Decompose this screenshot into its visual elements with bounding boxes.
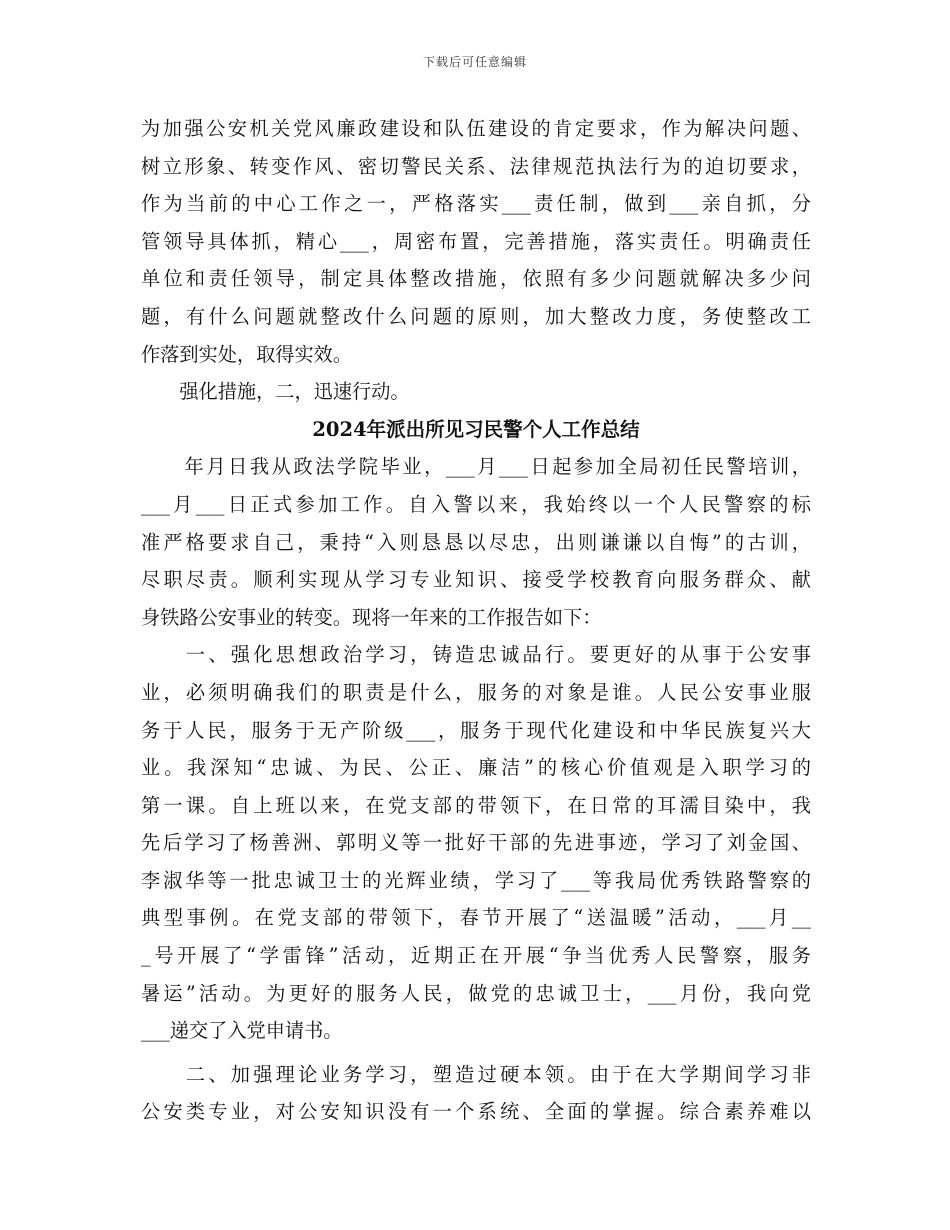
text-line: 年月日我从政法学院毕业，___月___日起参加全局初任民警培训， bbox=[141, 455, 811, 479]
text-line: 尽职尽责。顺利实现从学习专业知识、接受学校教育向服务群众、献 bbox=[141, 568, 811, 592]
text-line: 第一课。自上班以来，在党支部的带领下，在日常的耳濡目染中，我 bbox=[141, 793, 811, 817]
document-body bbox=[141, 110, 811, 1131]
text-line: 务于人民，服务于无产阶级___，服务于现代化建设和中华民族复兴大 bbox=[141, 718, 811, 742]
text-line: 准严格要求自己，秉持“入则恳恳以尽忠，出则谦谦以自悔”的古训， bbox=[141, 530, 811, 554]
page-header: 下载后可任意编辑 bbox=[422, 55, 527, 69]
text-line: _号开展了“学雷锋”活动，近期正在开展“争当优秀人民警察，服务 bbox=[141, 944, 811, 968]
text-line: 作落到实处，取得实效。 bbox=[141, 342, 353, 366]
text-line: 题，有什么问题就整改什么问题的原则，加大整改力度，务使整改工 bbox=[141, 304, 811, 328]
text-line: 管领导具体抓，精心___，周密布置，完善措施，落实责任。明确责任 bbox=[141, 229, 811, 253]
text-line: 二、加强理论业务学习，塑造过硬本领。由于在大学期间学习非 bbox=[141, 1062, 811, 1086]
text-line: 一、强化思想政治学习，铸造忠诚品行。要更好的从事于公安事 bbox=[141, 643, 811, 667]
section-title: 2024年派出所见习民警个人工作总结 bbox=[312, 417, 640, 441]
text-line: 业。我深知“忠诚、为民、公正、廉洁”的核心价值观是入职学习的 bbox=[141, 756, 811, 780]
text-line: 李淑华等一批忠诚卫士的光辉业绩，学习了___等我局优秀铁路警察的 bbox=[141, 868, 811, 892]
text-line: 树立形象、转变作风、密切警民关系、法律规范执法行为的迫切要求， bbox=[141, 154, 811, 178]
text-line: 典型事例。在党支部的带领下，春节开展了“送温暖”活动，___月__ bbox=[141, 906, 811, 930]
text-line: 作为当前的中心工作之一，严格落实___责任制，做到___亲自抓，分 bbox=[141, 192, 811, 216]
text-line: 公安类专业，对公安知识没有一个系统、全面的掌握。综合素养难以 bbox=[141, 1100, 811, 1124]
text-line: 暑运”活动。为更好的服务人民，做党的忠诚卫士，___月份，我向党 bbox=[141, 981, 811, 1005]
text-line: 为加强公安机关党风廉政建设和队伍建设的肯定要求，作为解决问题、 bbox=[141, 117, 811, 140]
text-line: 业，必须明确我们的职责是什么，服务的对象是谁。人民公安事业服 bbox=[141, 680, 811, 704]
text-line: 身铁路公安事业的转变。现将一年来的工作报告如下： bbox=[141, 605, 602, 629]
text-line: 强化措施，二，迅速行动。 bbox=[141, 380, 410, 404]
text-line: 单位和责任领导，制定具体整改措施，依照有多少问题就解决多少问 bbox=[141, 267, 811, 291]
text-line: ___月___日正式参加工作。自入警以来，我始终以一个人民警察的标 bbox=[141, 492, 811, 516]
text-line: 先后学习了杨善洲、郭明义等一批好干部的先进事迹，学习了刘金国、 bbox=[141, 831, 811, 855]
text-line: ___递交了入党申请书。 bbox=[141, 1019, 343, 1043]
